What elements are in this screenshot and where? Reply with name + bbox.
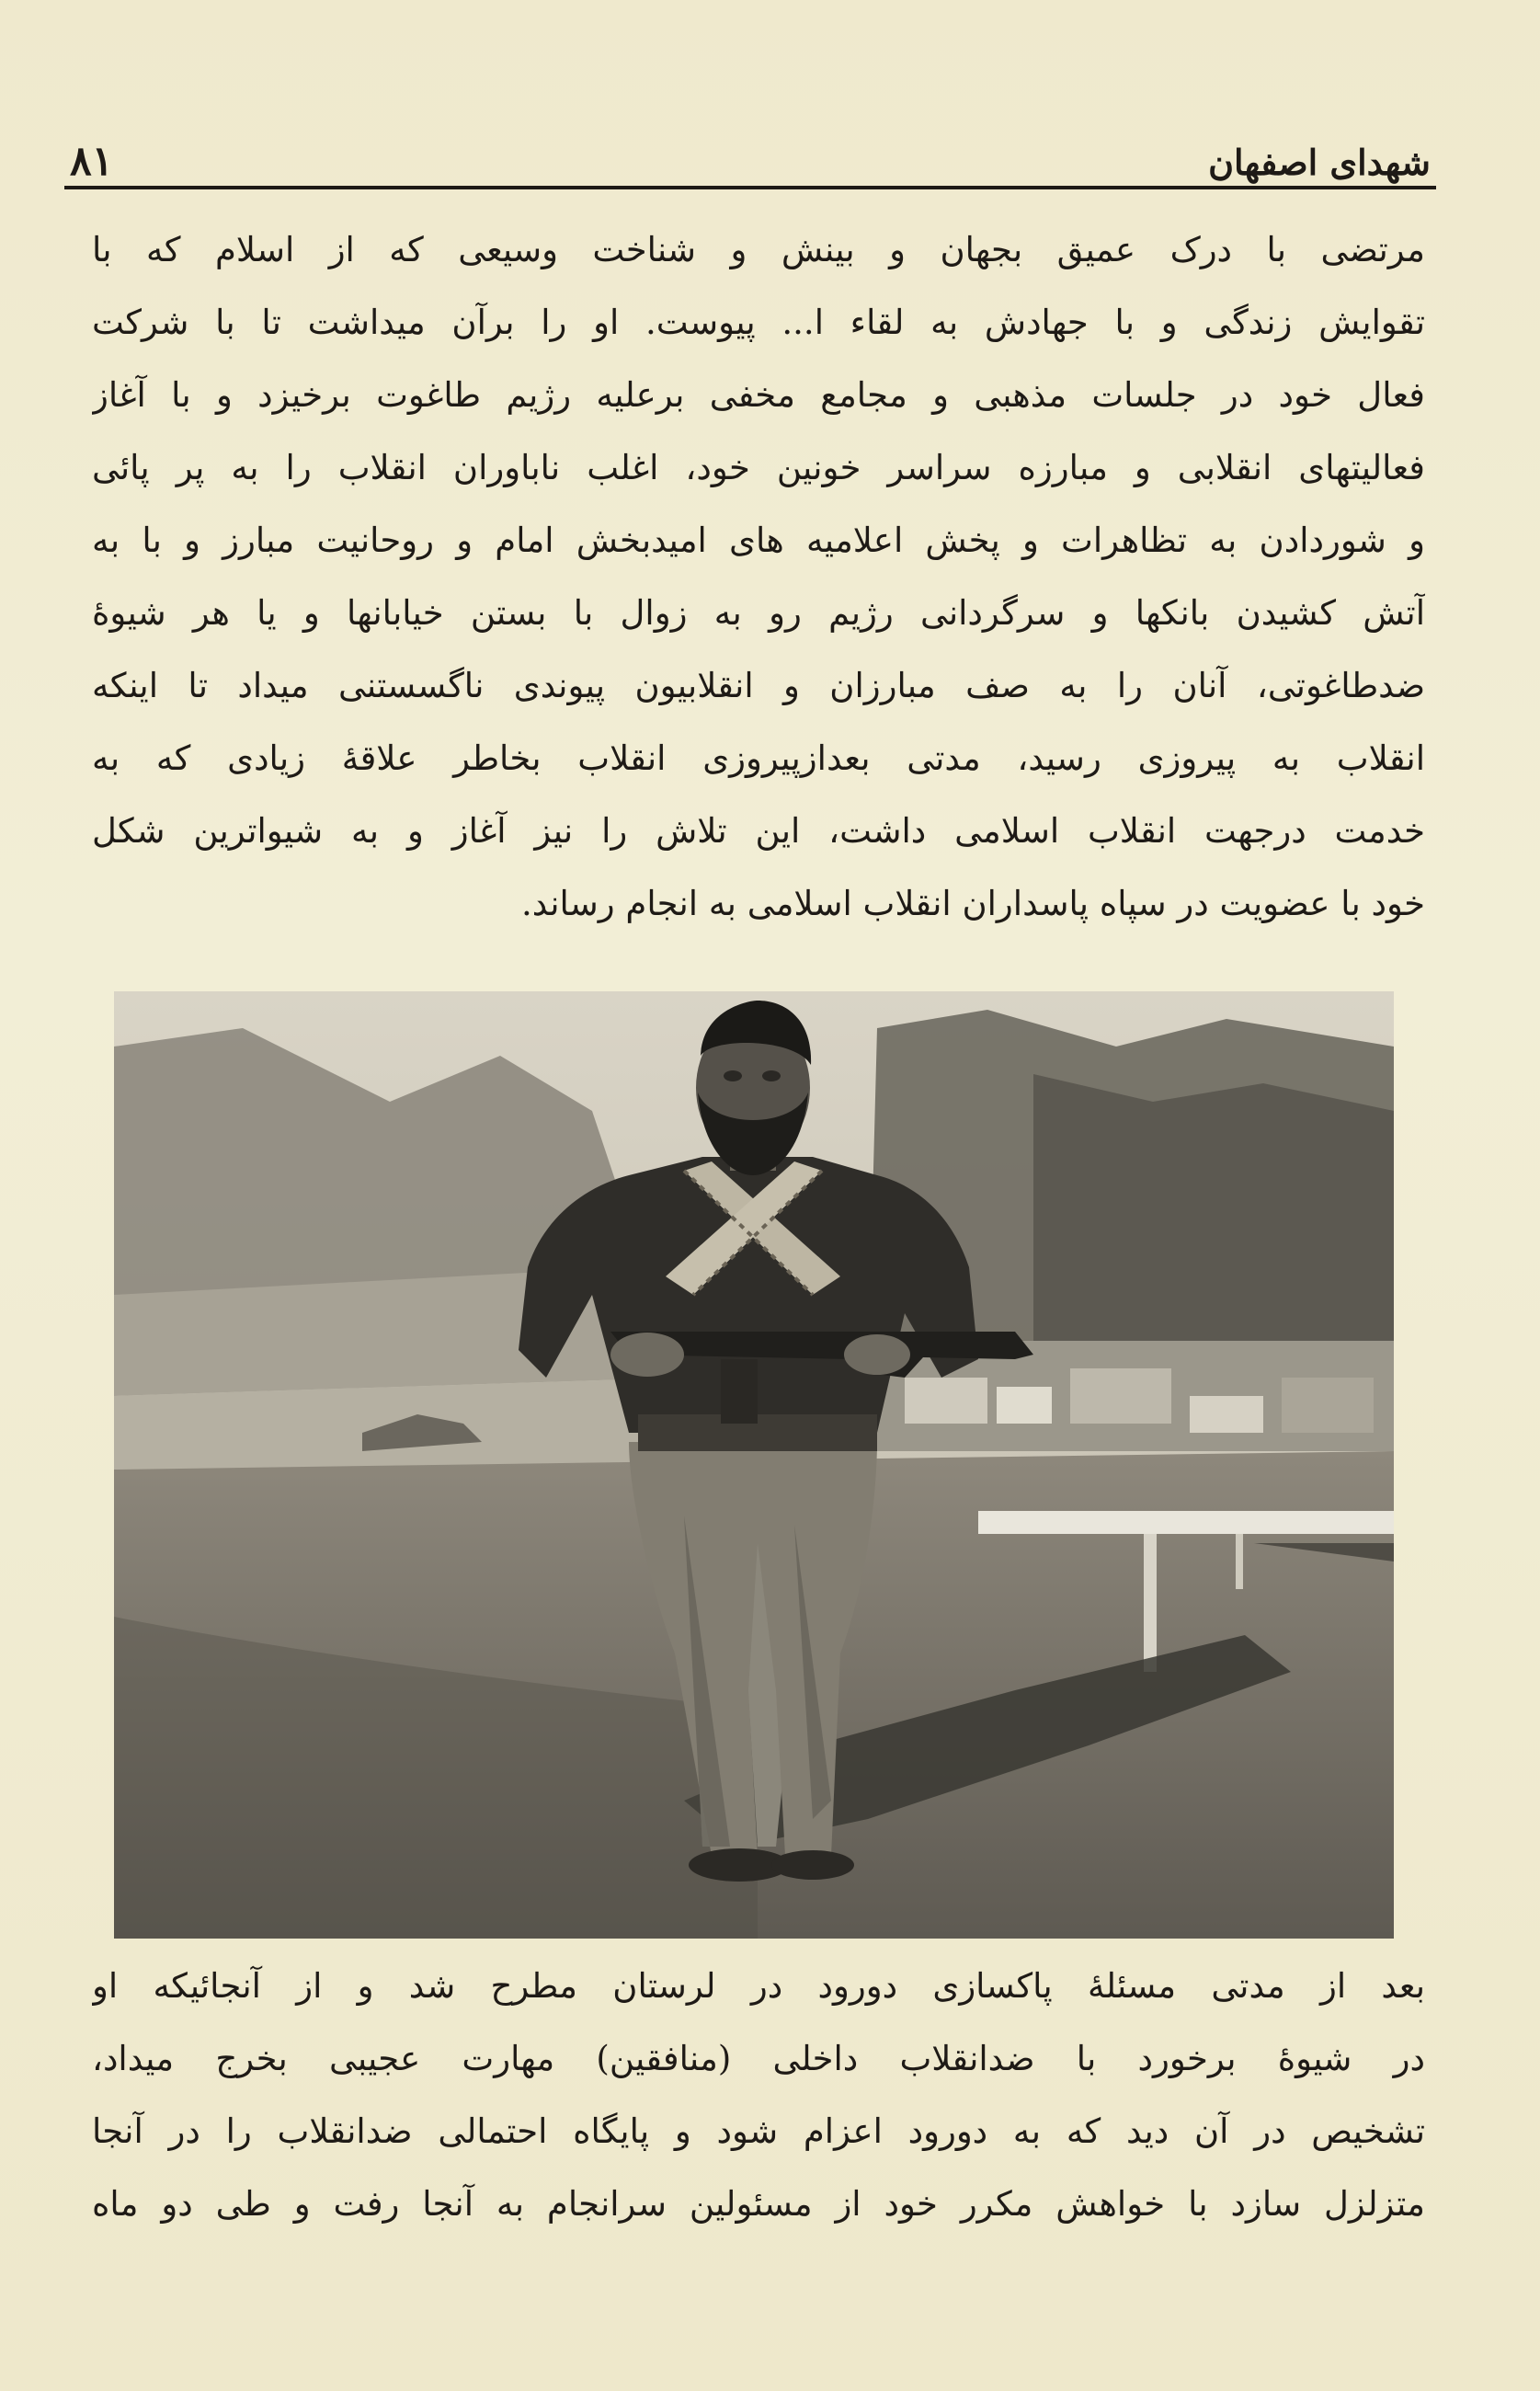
text-line: و شوردادن به تظاهرات و پخش اعلامیه های امیدبخش امام و روحانیت مبارز و با به bbox=[92, 521, 1425, 560]
text-line: فعالیتهای انقلابی و مبارزه سراسر خونین خود، اغلب ناباوران انقلاب را به پر پائی bbox=[92, 448, 1425, 487]
paragraph-1 bbox=[92, 213, 1425, 940]
photo-illustration bbox=[114, 991, 1394, 1939]
text-line: متزلزل سازد با خواهش مکرر خود از مسئولین سرانجام به آنجا رفت و طی دو ماه bbox=[92, 2184, 1425, 2224]
text-line: ضدطاغوتی، آنان را به صف مبارزان و انقلابیون پیوندی ناگسستنی میداد تا اینکه bbox=[92, 666, 1425, 705]
text-line: انقلاب به پیروزی رسید، مدتی بعدازپیروزی انقلاب بخاطر علاقهٔ زیادی که به bbox=[92, 738, 1425, 778]
running-title: شهدای اصفهان bbox=[1208, 142, 1431, 183]
photograph bbox=[114, 991, 1394, 1939]
page-number: ۸۱ bbox=[70, 138, 114, 185]
text-line: مرتضی با درک عمیق بجهان و بینش و شناخت وسیعی که از اسلام که با bbox=[92, 230, 1425, 269]
paragraph-2 bbox=[92, 1950, 1425, 2240]
text-line: در شیوهٔ برخورد با ضدانقلاب داخلی (منافقین) مهارت عجیبی بخرج میداد، bbox=[92, 2039, 1425, 2078]
page-header bbox=[64, 138, 1436, 191]
text-line: خدمت درجهت انقلاب اسلامی داشت، این تلاش را نیز آغاز و به شیواترین شکل bbox=[92, 811, 1425, 851]
header-rule bbox=[64, 186, 1436, 189]
text-line: تشخیص در آن دید که به دورود اعزام شود و پایگاه احتمالی ضدانقلاب را در آنجا bbox=[92, 2111, 1425, 2151]
text-line: آتش کشیدن بانکها و سرگردانی رژیم رو به زوال با بستن خیابانها و یا هر شیوهٔ bbox=[92, 593, 1425, 633]
text-line: فعال خود در جلسات مذهبی و مجامع مخفی برعلیه رژیم طاغوت برخیزد و با آغاز bbox=[92, 375, 1425, 415]
text-line: خود با عضویت در سپاه پاسداران انقلاب اسلامی به انجام رساند. bbox=[521, 884, 1425, 923]
text-line: بعد از مدتی مسئلهٔ پاکسازی دورود در لرستان مطرح شد و از آنجائیکه او bbox=[92, 1966, 1425, 2006]
text-line: تقوایش زندگی و با جهادش به لقاء ا... پیوست. او را برآن میداشت تا با شرکت bbox=[92, 303, 1425, 342]
